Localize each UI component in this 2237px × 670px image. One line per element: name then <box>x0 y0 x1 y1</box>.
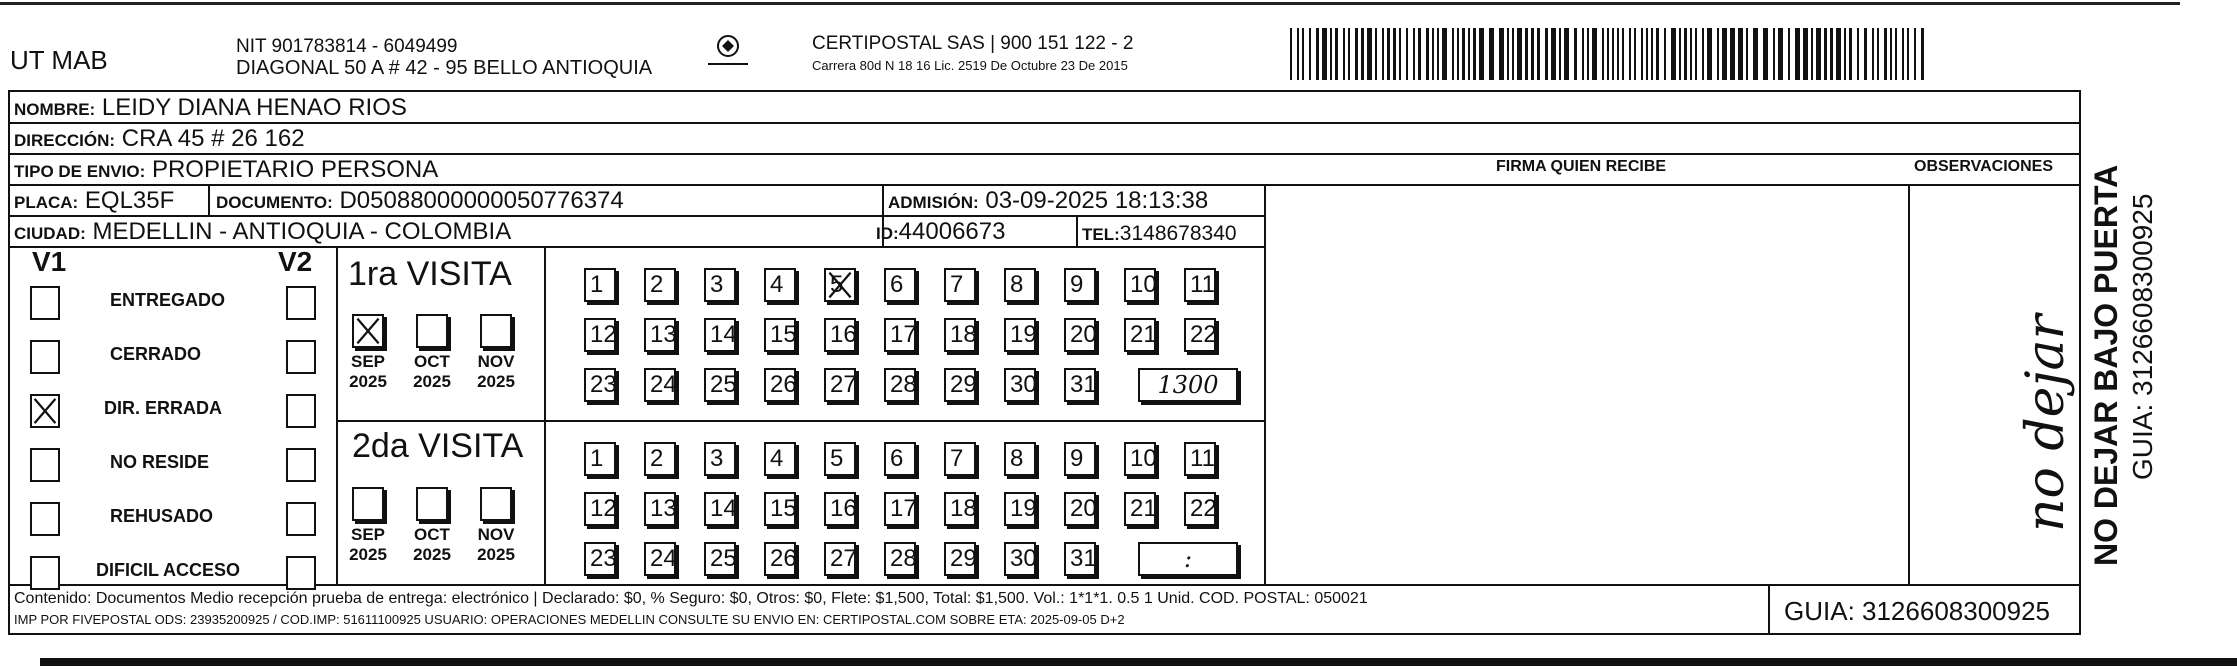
month-label: OCT <box>414 352 450 371</box>
v1-checkbox[interactable] <box>30 556 60 590</box>
day-box[interactable]: 4 <box>764 442 796 476</box>
company-name: UT MAB <box>10 45 108 75</box>
month-checkbox[interactable] <box>416 487 448 521</box>
day-box[interactable]: 28 <box>884 368 916 402</box>
month-checkbox[interactable] <box>416 314 448 348</box>
v1-checkbox[interactable] <box>30 340 60 374</box>
year-label: 2025 <box>349 545 387 564</box>
id-number: 44006673 <box>898 218 1006 245</box>
day-box[interactable]: 16 <box>824 492 856 526</box>
day-box[interactable]: 3 <box>704 268 736 302</box>
certipostal-logo-icon <box>700 34 756 70</box>
day-box[interactable]: 7 <box>944 442 976 476</box>
courier-license: Carrera 80d N 18 16 Lic. 2519 De Octubre 23 De 2015 <box>812 58 1128 73</box>
bottom-rule <box>40 658 2237 666</box>
day-box[interactable]: 3 <box>704 442 736 476</box>
month-label: SEP <box>350 525 386 544</box>
day-box[interactable]: 14 <box>704 492 736 526</box>
v1-checkbox[interactable] <box>30 502 60 536</box>
day-box[interactable]: 31 <box>1064 542 1096 576</box>
v2-checkbox[interactable] <box>286 556 316 590</box>
day-box[interactable]: 27 <box>824 542 856 576</box>
day-box[interactable]: 9 <box>1064 268 1096 302</box>
day-box[interactable]: 13 <box>644 318 676 352</box>
top-rule <box>0 2 2180 5</box>
day-box[interactable]: 1 <box>584 442 616 476</box>
day-box[interactable]: 19 <box>1004 492 1036 526</box>
day-box[interactable]: 20 <box>1064 318 1096 352</box>
day-box[interactable]: 28 <box>884 542 916 576</box>
first-visit-title: 1ra VISITA <box>348 255 512 293</box>
documento-row: DOCUMENTO: D05088000000050776374 <box>216 187 624 214</box>
v2-checkbox[interactable] <box>286 502 316 536</box>
day-box[interactable]: 5 <box>824 442 856 476</box>
courier-name: CERTIPOSTAL SAS | 900 151 122 - 2 <box>812 33 1134 54</box>
observaciones-label: OBSERVACIONES <box>1914 158 2053 175</box>
nit-number: NIT 901783814 - 6049499 <box>236 36 458 57</box>
day-box[interactable]: 20 <box>1064 492 1096 526</box>
day-box[interactable]: 8 <box>1004 268 1036 302</box>
day-box[interactable]: 22 <box>1184 318 1216 352</box>
day-box[interactable]: 19 <box>1004 318 1036 352</box>
day-box[interactable]: 6 <box>884 268 916 302</box>
v2-checkbox[interactable] <box>286 448 316 482</box>
day-box[interactable]: 9 <box>1064 442 1096 476</box>
day-box[interactable]: 22 <box>1184 492 1216 526</box>
day-box[interactable]: 8 <box>1004 442 1036 476</box>
recipient-name: LEIDY DIANA HENAO RIOS <box>101 94 407 121</box>
guia-number: GUIA: 3126608300925 <box>1784 596 2050 626</box>
day-box[interactable]: 30 <box>1004 542 1036 576</box>
v1-checkbox[interactable] <box>30 448 60 482</box>
day-box[interactable]: 5 <box>824 268 856 302</box>
tel-row: TEL:3148678340 <box>1082 222 1237 245</box>
day-box[interactable]: 26 <box>764 542 796 576</box>
day-box[interactable]: 10 <box>1124 268 1156 302</box>
time-box[interactable]: 1300 <box>1138 368 1238 402</box>
nombre-row: NOMBRE: LEIDY DIANA HENAO RIOS <box>14 94 407 121</box>
day-box[interactable]: 2 <box>644 442 676 476</box>
day-box[interactable]: 11 <box>1184 268 1216 302</box>
day-box[interactable]: 14 <box>704 318 736 352</box>
city: MEDELLIN - ANTIOQUIA - COLOMBIA <box>92 218 512 245</box>
month-checkbox[interactable] <box>480 487 512 521</box>
month-label: OCT <box>414 525 450 544</box>
year-label: 2025 <box>413 545 451 564</box>
document-number: D05088000000050776374 <box>339 187 624 214</box>
status-label: DIFICIL ACCESO <box>96 560 241 580</box>
day-box[interactable]: 24 <box>644 368 676 402</box>
placa-row: PLACA: EQL35F <box>14 187 175 214</box>
content-details: Contenido: Documentos Medio recepción prueba de entrega: electrónico | Declarado: $0, % Seguro: $0, Otros: $0, Flete: $1,500, Total: $1,500. Vol.: 1*1*1. 0.5 1 Unid. COD. POSTAL: 050021 <box>14 590 1368 607</box>
day-box[interactable]: 1 <box>584 268 616 302</box>
day-box[interactable]: 18 <box>944 318 976 352</box>
v2-checkbox[interactable] <box>286 394 316 428</box>
month-checkbox[interactable] <box>352 487 384 521</box>
side-guia: GUIA: 3126608300925 <box>2127 193 2158 480</box>
second-visit-title: 2da VISITA <box>352 427 524 465</box>
print-details: IMP POR FIVEPOSTAL ODS: 23935200925 / COD.IMP: 51611100925 USUARIO: OPERACIONES MEDELLIN CONSULTE SU ENVIO EN: CERTIPOSTAL.COM SOBRE ETA: 2025-09-05 D+2 <box>14 612 1125 627</box>
tipo-row: TIPO DE ENVIO: PROPIETARIO PERSONA <box>14 156 439 183</box>
delivery-form <box>8 90 2081 635</box>
status-label: NO RESIDE <box>110 452 210 472</box>
day-box[interactable]: 18 <box>944 492 976 526</box>
v2-header: V2 <box>278 246 313 277</box>
v1-header: V1 <box>32 246 67 277</box>
year-label: 2025 <box>349 372 387 391</box>
day-box[interactable]: 23 <box>584 368 616 402</box>
day-box[interactable]: 12 <box>584 318 616 352</box>
year-label: 2025 <box>477 545 515 564</box>
v2-checkbox[interactable] <box>286 340 316 374</box>
month-label: SEP <box>350 352 386 371</box>
shipment-type: PROPIETARIO PERSONA <box>151 156 439 183</box>
firma-label: FIRMA QUIEN RECIBE <box>1496 158 1667 175</box>
day-box[interactable]: 29 <box>944 368 976 402</box>
v1-checkbox[interactable] <box>30 394 60 428</box>
day-box[interactable]: 15 <box>764 318 796 352</box>
month-checkbox[interactable] <box>352 314 384 348</box>
admision-row: ADMISIÓN: 03-09-2025 18:13:38 <box>888 187 1209 214</box>
day-box[interactable]: 2 <box>644 268 676 302</box>
month-checkbox[interactable] <box>480 314 512 348</box>
time-box[interactable]: : <box>1138 542 1238 576</box>
ciudad-row: CIUDAD: MEDELLIN - ANTIOQUIA - COLOMBIA <box>14 218 512 245</box>
v2-checkbox[interactable] <box>286 286 316 320</box>
day-box[interactable]: 4 <box>764 268 796 302</box>
day-box[interactable]: 10 <box>1124 442 1156 476</box>
sender-address: DIAGONAL 50 A # 42 - 95 BELLO ANTIOQUIA <box>236 57 653 79</box>
status-label: ENTREGADO <box>110 290 226 310</box>
status-label: CERRADO <box>110 344 202 364</box>
day-box[interactable]: 16 <box>824 318 856 352</box>
day-box[interactable]: 30 <box>1004 368 1036 402</box>
day-box[interactable]: 24 <box>644 542 676 576</box>
side-warning: NO DEJAR BAJO PUERTA <box>2088 164 2124 566</box>
year-label: 2025 <box>477 372 515 391</box>
day-box[interactable]: 21 <box>1124 318 1156 352</box>
day-box[interactable]: 21 <box>1124 492 1156 526</box>
year-label: 2025 <box>413 372 451 391</box>
day-box[interactable]: 25 <box>704 542 736 576</box>
day-box[interactable]: 12 <box>584 492 616 526</box>
day-box[interactable]: 13 <box>644 492 676 526</box>
handwritten-observation: no dejar <box>2016 314 2076 532</box>
month-label: NOV <box>477 352 515 371</box>
phone: 3148678340 <box>1119 222 1237 245</box>
day-box[interactable]: 11 <box>1184 442 1216 476</box>
month-label: NOV <box>477 525 515 544</box>
day-box[interactable]: 27 <box>824 368 856 402</box>
admission-date: 03-09-2025 18:13:38 <box>985 187 1209 214</box>
day-box[interactable]: 6 <box>884 442 916 476</box>
direccion-row: DIRECCIÓN: CRA 45 # 26 162 <box>14 125 305 152</box>
plate: EQL35F <box>84 187 175 214</box>
barcode <box>1290 28 1930 80</box>
day-box[interactable]: 31 <box>1064 368 1096 402</box>
day-box[interactable]: 17 <box>884 318 916 352</box>
day-box[interactable]: 15 <box>764 492 796 526</box>
day-box[interactable]: 25 <box>704 368 736 402</box>
v1-checkbox[interactable] <box>30 286 60 320</box>
day-box[interactable]: 26 <box>764 368 796 402</box>
status-label: REHUSADO <box>110 506 214 526</box>
day-box[interactable]: 17 <box>884 492 916 526</box>
recipient-address: CRA 45 # 26 162 <box>121 125 305 152</box>
day-box[interactable]: 23 <box>584 542 616 576</box>
status-label: DIR. ERRADA <box>104 398 223 418</box>
day-box[interactable]: 29 <box>944 542 976 576</box>
day-box[interactable]: 7 <box>944 268 976 302</box>
id-row: ID:44006673 <box>876 218 1006 245</box>
